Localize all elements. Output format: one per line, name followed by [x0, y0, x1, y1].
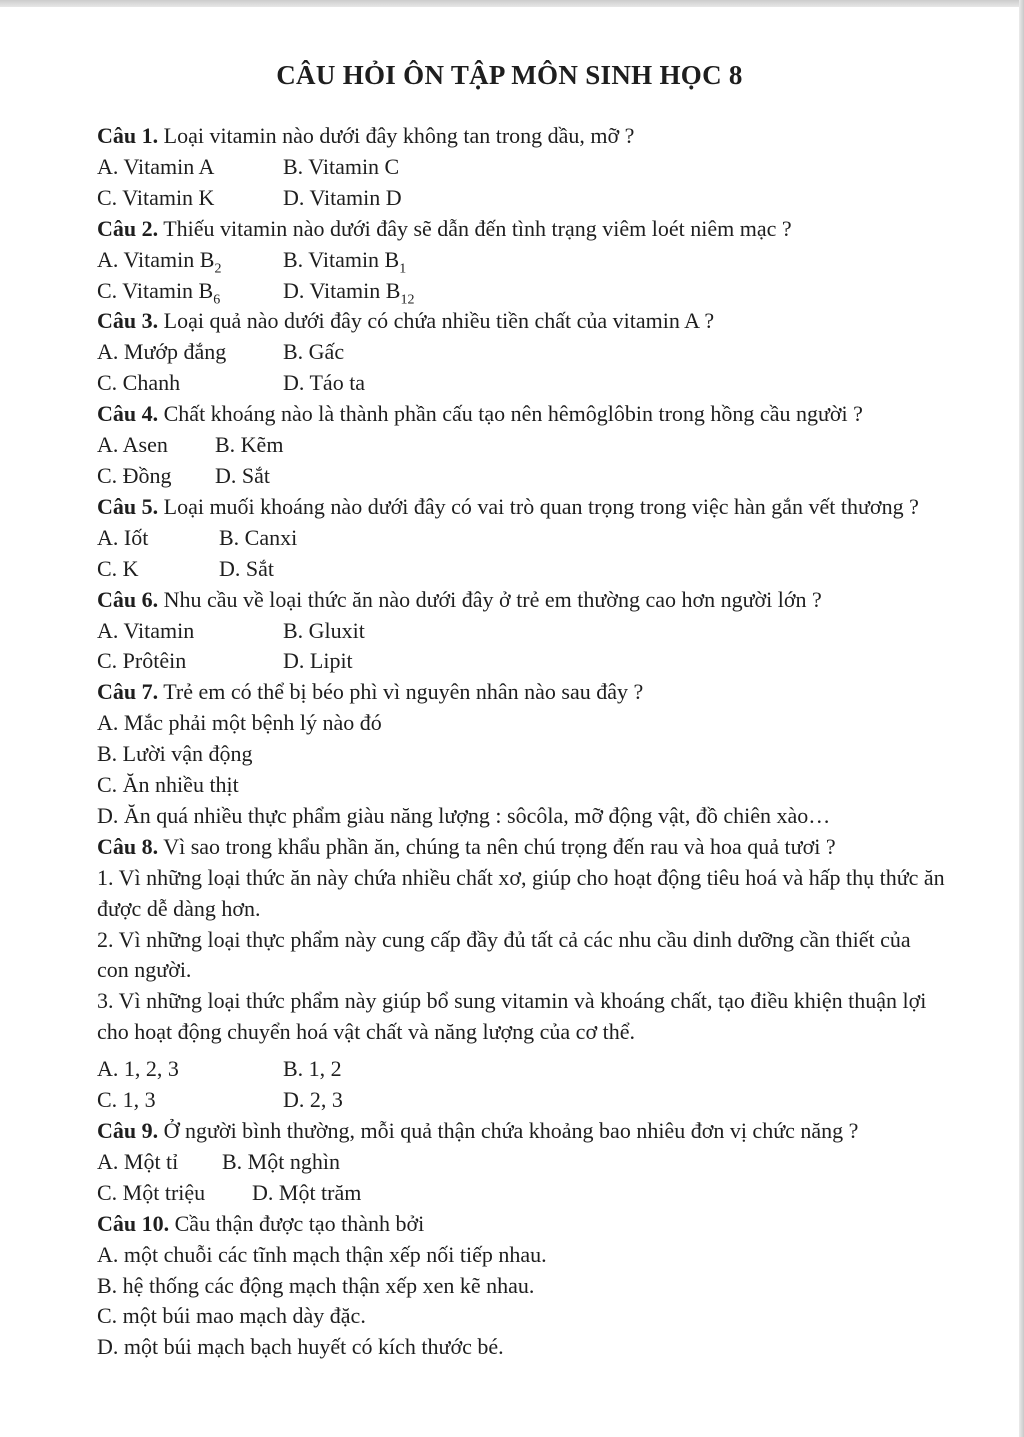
- option-d: D. Sắt: [215, 462, 270, 488]
- option-row: [97, 1054, 945, 1085]
- option-a: A. Vitamin: [97, 617, 195, 643]
- question-label: Câu 6.: [97, 586, 159, 612]
- option-row: [97, 523, 945, 554]
- option-row: [97, 1085, 945, 1116]
- option-b: B. Canxi: [219, 524, 298, 550]
- page-title: CÂU HỎI ÔN TẬP MÔN SINH HỌC 8: [276, 60, 743, 90]
- option-d: D. Lipit: [283, 648, 353, 674]
- subscript: 12: [400, 291, 415, 307]
- question-text: Loại muối khoáng nào dưới đây có vai trò quan trọng trong việc hàn gắn vết thương ?: [163, 493, 919, 519]
- option-row: [97, 1178, 945, 1209]
- question-8: [97, 832, 945, 1116]
- question-label: Câu 3.: [97, 308, 159, 334]
- option-row: [97, 461, 945, 492]
- question-line: [97, 832, 945, 863]
- subscript: 6: [213, 291, 221, 307]
- option-c: C. K: [97, 555, 139, 581]
- question-line: [97, 121, 945, 152]
- question-4: [97, 399, 945, 492]
- option-d: D. 2, 3: [283, 1087, 343, 1113]
- question-label: Câu 8.: [97, 833, 159, 859]
- question-line: [97, 677, 945, 708]
- option-a: A. Mướp đắng: [97, 339, 227, 365]
- option-c: C. Vitamin $B_6$: [97, 277, 221, 307]
- statement-line: 3. Vì những loại thức phẩm này giúp bổ sung vitamin và khoáng chất, tạo điều khiện thuận lợi cho hoạt động chuyển hoá vật chất và năng lượng của cơ thể.: [97, 988, 927, 1045]
- option-row: [97, 554, 945, 585]
- question-text: Thiếu vitamin nào dưới đây sẽ dẫn đến tình trạng viêm loét niêm mạc ?: [163, 215, 792, 241]
- option-c: C. Prôtêin: [97, 648, 187, 674]
- statement-line: 2. Vì những loại thực phẩm này cung cấp đầy đủ tất cả các nhu cầu dinh dưỡng cần thiết của con người.: [97, 926, 911, 983]
- question-text: Chất khoáng nào là thành phần cấu tạo nên hêmôglôbin trong hồng cầu người ?: [163, 401, 863, 427]
- option-a: A. 1, 2, 3: [97, 1056, 179, 1082]
- option-row: [97, 337, 945, 368]
- question-label: Câu 5.: [97, 493, 159, 519]
- question-2: [97, 214, 945, 307]
- question-line: [97, 306, 945, 337]
- option-d: D. Sắt: [219, 555, 274, 581]
- option-b: B. Vitamin $B_1$: [283, 246, 407, 277]
- option-line: B. Lười vận động: [97, 741, 253, 767]
- option-row: [97, 368, 945, 399]
- option-c: C. Đồng: [97, 462, 172, 488]
- option-b: B. Vitamin C: [283, 153, 400, 179]
- option-b: B. Một nghìn: [222, 1148, 340, 1174]
- option-line: B. hệ thống các động mạch thận xếp xen kẽ nhau.: [97, 1272, 535, 1298]
- option-b: B. Gấc: [283, 339, 345, 365]
- question-label: Câu 9.: [97, 1118, 159, 1143]
- question-line: [97, 399, 945, 430]
- option-line: C. một búi mao mạch dày đặc.: [97, 1303, 366, 1329]
- question-7: [97, 677, 945, 832]
- option-line: A. Mắc phải một bệnh lý nào đó: [97, 710, 382, 736]
- option-a: A. Vitamin $B_2$: [97, 246, 222, 277]
- option-d: D. Vitamin D: [283, 184, 402, 210]
- option-c: C. Vitamin K: [97, 184, 215, 210]
- question-5: [97, 492, 945, 585]
- option-row: [97, 430, 945, 461]
- question-1: [97, 121, 945, 214]
- question-text: Vì sao trong khẩu phần ăn, chúng ta nên chú trọng đến rau và hoa quả tươi ?: [163, 833, 836, 859]
- question-3: [97, 306, 945, 399]
- question-text: Nhu cầu về loại thức ăn nào dưới đây ở trẻ em thường cao hơn người lớn ?: [163, 586, 822, 612]
- option-line: D. một búi mạch bạch huyết có kích thước bé.: [97, 1334, 504, 1360]
- option-line: A. một chuỗi các tĩnh mạch thận xếp nối tiếp nhau.: [97, 1241, 547, 1267]
- question-text: Cầu thận được tạo thành bởi: [174, 1210, 425, 1236]
- option-c: C. Chanh: [97, 370, 181, 396]
- option-line: C. Ăn nhiều thịt: [97, 772, 239, 798]
- option-a: A. Một tỉ: [97, 1148, 179, 1174]
- page-right-border: [1019, 0, 1024, 1437]
- question-label: Câu 2.: [97, 215, 159, 241]
- option-row: [97, 245, 945, 276]
- option-c: C. 1, 3: [97, 1087, 156, 1113]
- question-text: Loại vitamin nào dưới đây không tan trong dầu, mỡ ?: [163, 123, 635, 148]
- question-label: Câu 1.: [97, 123, 159, 148]
- option-a: A. Asen: [97, 432, 168, 458]
- question-line: [97, 492, 945, 523]
- option-c: C. Một triệu: [97, 1179, 206, 1205]
- option-d: D. Vitamin $B_{12}$: [283, 277, 415, 307]
- question-6: [97, 585, 945, 678]
- question-text: Trẻ em có thể bị béo phì vì nguyên nhân nào sau đây ?: [163, 679, 644, 705]
- option-b: B. Kẽm: [215, 432, 284, 458]
- subscript: 1: [399, 261, 407, 277]
- option-row: [97, 646, 945, 677]
- subscript: 2: [214, 261, 222, 277]
- statement-line: 1. Vì những loại thức ăn này chứa nhiều chất xơ, giúp cho hoạt động tiêu hoá và hấp thụ thức ăn được dễ dàng hơn.: [97, 864, 945, 921]
- option-a: A. Iốt: [97, 524, 149, 550]
- option-row: [97, 616, 945, 647]
- option-d: D. Táo ta: [283, 370, 366, 396]
- question-label: Câu 10.: [97, 1210, 170, 1236]
- question-line: [97, 1116, 945, 1147]
- option-row: [97, 183, 945, 214]
- document-page: [0, 7, 1019, 1363]
- option-line: D. Ăn quá nhiều thực phẩm giàu năng lượng : sôcôla, mỡ động vật, đồ chiên xào…: [97, 802, 831, 828]
- option-a: A. Vitamin A: [97, 153, 215, 179]
- option-b: B. 1, 2: [283, 1056, 342, 1082]
- question-line: [97, 214, 945, 245]
- question-10: [97, 1209, 945, 1364]
- page-top-border: [0, 0, 1024, 7]
- option-row: [97, 1147, 945, 1178]
- question-label: Câu 4.: [97, 401, 159, 427]
- question-text: Ở người bình thường, mỗi quả thận chứa khoảng bao nhiêu đơn vị chức năng ?: [163, 1118, 859, 1143]
- option-row: [97, 152, 945, 183]
- option-row: [97, 276, 945, 307]
- question-9: [97, 1116, 945, 1209]
- option-d: D. Một trăm: [252, 1179, 362, 1205]
- question-label: Câu 7.: [97, 679, 159, 705]
- question-text: Loại quả nào dưới đây có chứa nhiều tiền chất của vitamin A ?: [163, 308, 715, 334]
- question-line: [97, 1209, 945, 1240]
- question-list: [97, 121, 945, 1363]
- option-b: B. Gluxit: [283, 617, 365, 643]
- question-line: [97, 585, 945, 616]
